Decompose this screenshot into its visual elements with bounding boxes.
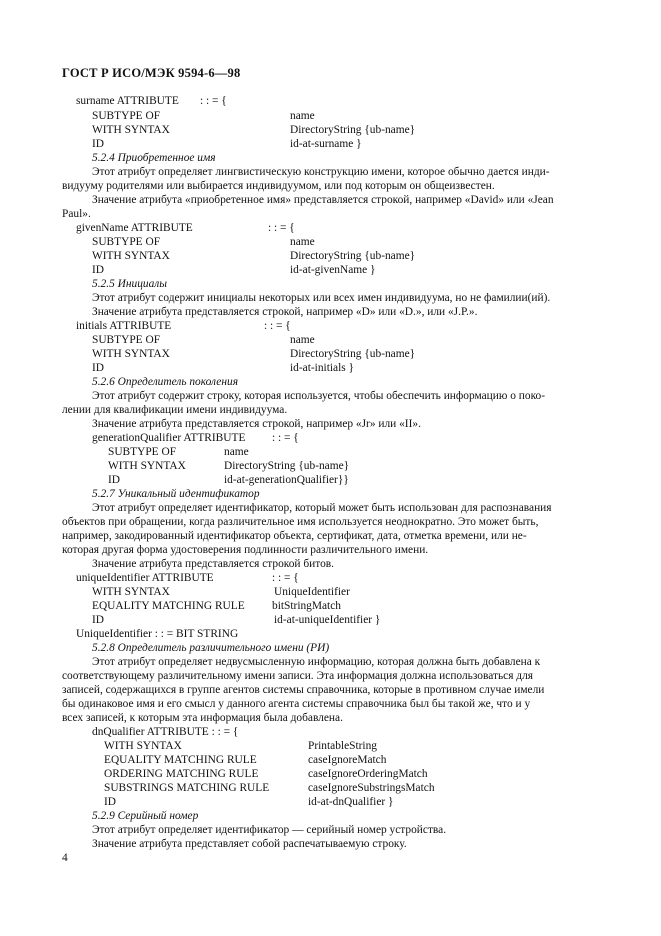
code-line: ID <box>92 138 105 150</box>
code-line: id-at-givenName } <box>290 264 376 276</box>
code-line: UniqueIdentifier <box>274 586 350 598</box>
code-line: DirectoryString {ub-name} <box>224 460 350 472</box>
code-line: caseIgnoreOrderingMatch <box>308 768 428 780</box>
code-line: dnQualifier ATTRIBUTE : : = { <box>92 726 239 738</box>
code-line: id-at-initials } <box>290 362 354 374</box>
code-line: name <box>290 236 315 248</box>
paragraph-line: Этот атрибут определяет идентификатор, который может быть использован для распознавания <box>92 502 552 514</box>
paragraph-line: объектов при обращении, когда различительное имя используется неоднократно. Это может быть, <box>62 516 539 528</box>
code-line: ORDERING MATCHING RULE <box>104 768 259 780</box>
paragraph-line: Значение атрибута «приобретенное имя» представляется строкой, например «David» или «Jean <box>92 194 554 206</box>
paragraph-line: видууму родителями или выбирается индивидуумом, или под которым он общеизвестен. <box>62 180 495 192</box>
section-heading: 5.2.8 Определитель различительного имени (РИ) <box>92 642 330 654</box>
code-line: SUBTYPE OF <box>92 236 161 248</box>
section-heading: 5.2.4 Приобретенное имя <box>92 152 216 164</box>
section-heading: 5.2.7 Уникальный идентификатор <box>92 488 260 500</box>
paragraph-line: которая другая форма удостоверения подлинности различительного имени. <box>62 544 429 556</box>
paragraph-line: соответствующему различительному имени записи. Эта информация должна использоваться для <box>62 670 534 682</box>
code-line: ID <box>108 474 121 486</box>
section-heading: 5.2.5 Инициалы <box>92 278 167 290</box>
code-line: : : = { <box>272 432 299 444</box>
document-header: ГОСТ Р ИСО/МЭК 9594-6—98 <box>62 66 241 80</box>
code-line: surname ATTRIBUTE <box>76 95 179 107</box>
code-line: SUBTYPE OF <box>108 446 177 458</box>
code-line: caseIgnoreSubstringsMatch <box>308 782 435 794</box>
code-line: ID <box>92 362 105 374</box>
code-line: : : = { <box>200 95 227 107</box>
code-line: ID <box>104 796 117 808</box>
code-line: WITH SYNTAX <box>92 348 170 360</box>
code-line: WITH SYNTAX <box>108 460 186 472</box>
paragraph-line: Значение атрибута представляется строкой битов. <box>92 558 335 570</box>
code-line: EQUALITY MATCHING RULE <box>104 754 257 766</box>
section-heading: 5.2.6 Определитель поколения <box>92 376 238 388</box>
paragraph-line: Значение атрибута представляет собой распечатываемую строку. <box>92 838 407 850</box>
code-line: UniqueIdentifier : : = BIT STRING <box>76 628 239 640</box>
code-line: name <box>224 446 249 458</box>
code-line: WITH SYNTAX <box>92 124 170 136</box>
page-number: 4 <box>62 852 68 864</box>
code-line: DirectoryString {ub-name} <box>290 348 416 360</box>
section-heading: 5.2.9 Серийный номер <box>92 810 199 822</box>
code-line: SUBSTRINGS MATCHING RULE <box>104 782 270 794</box>
code-line: SUBTYPE OF <box>92 334 161 346</box>
code-line: bitStringMatch <box>272 600 341 612</box>
code-line: DirectoryString {ub-name} <box>290 124 416 136</box>
code-line: PrintableString <box>308 740 377 752</box>
code-line: givenName ATTRIBUTE <box>76 222 193 234</box>
paragraph-line: записей, содержащихся в группе агентов системы справочника, которые в противном случае имели <box>62 684 545 696</box>
paragraph-line: Этот атрибут содержит инициалы некоторых или всех имен индивидуума, но не фамилии(ий). <box>92 292 551 304</box>
code-line: WITH SYNTAX <box>104 740 182 752</box>
paragraph-line: бы одинаковое имя и его смысл у данного агента системы справочника был бы такой же, что и у <box>62 698 531 710</box>
code-line: id-at-surname } <box>290 138 362 150</box>
code-line: : : = { <box>264 320 291 332</box>
paragraph-line: лении для квалификации имени индивидуума. <box>62 404 288 416</box>
paragraph-line: Значение атрибута представляется строкой, например «Jr» или «II». <box>92 418 421 430</box>
code-line: id-at-uniqueIdentifier } <box>274 614 381 626</box>
code-line: EQUALITY MATCHING RULE <box>92 600 245 612</box>
code-line: initials ATTRIBUTE <box>76 320 172 332</box>
code-line: id-at-generationQualifier}} <box>224 474 349 486</box>
paragraph-line: Этот атрибут определяет лингвистическую конструкцию имени, которое обычно дается инди- <box>92 166 550 178</box>
code-line: name <box>290 334 315 346</box>
paragraph-line: Этот атрибут содержит строку, которая используется, чтобы обеспечить информацию о поко- <box>92 390 546 402</box>
paragraph-line: всех записей, к которым эта информация была добавлена. <box>62 712 343 724</box>
code-line: ID <box>92 264 105 276</box>
paragraph-line: Этот атрибут определяет недвусмысленную информацию, которая должна быть добавлена к <box>92 656 541 668</box>
paragraph-line: Paul». <box>62 208 91 220</box>
code-line: id-at-dnQualifier } <box>308 796 394 808</box>
code-line: : : = { <box>268 222 295 234</box>
code-line: uniqueIdentifier ATTRIBUTE <box>76 572 214 584</box>
code-line: WITH SYNTAX <box>92 586 170 598</box>
code-line: generationQualifier ATTRIBUTE <box>92 432 246 444</box>
code-line: : : = { <box>272 572 299 584</box>
code-line: caseIgnoreMatch <box>308 754 387 766</box>
code-line: DirectoryString {ub-name} <box>290 250 416 262</box>
code-line: ID <box>92 614 105 626</box>
code-line: SUBTYPE OF <box>92 110 161 122</box>
code-line: WITH SYNTAX <box>92 250 170 262</box>
paragraph-line: например, закодированный идентификатор объекта, сертификат, дата, отметка времени, или не- <box>62 530 527 542</box>
paragraph-line: Этот атрибут определяет идентификатор — серийный номер устройства. <box>92 824 447 836</box>
code-line: name <box>290 110 315 122</box>
paragraph-line: Значение атрибута представляется строкой, например «D» или «D.», или «J.P.». <box>92 306 478 318</box>
